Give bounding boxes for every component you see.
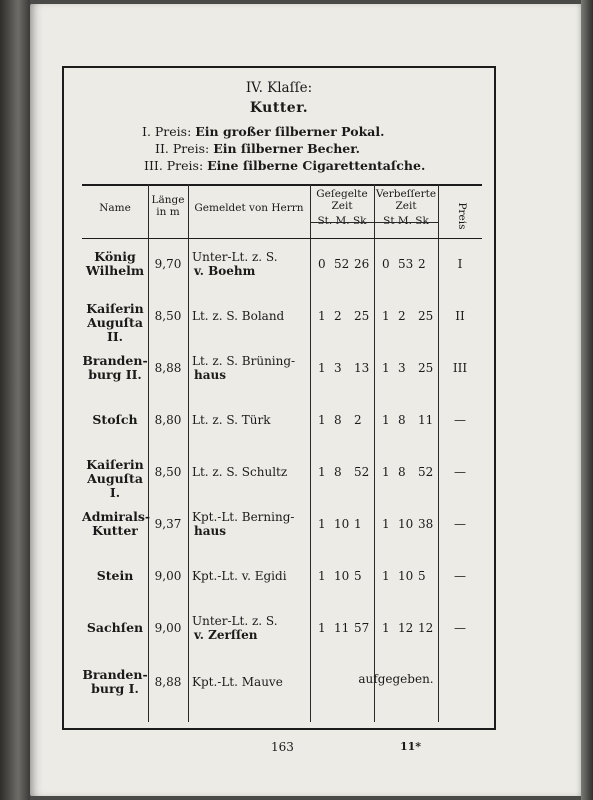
- left-page-edge: [0, 0, 30, 800]
- row-sailed-time: 25: [354, 309, 370, 323]
- row-name: Wilhelm: [85, 263, 145, 278]
- table-top-rule: [82, 184, 482, 186]
- header-length: [148, 194, 188, 218]
- header-corrected-line: Zeit: [395, 200, 417, 212]
- row-owner: Kpt.-Lt. v. Egidi: [192, 569, 287, 583]
- column-divider: [374, 184, 375, 722]
- row-prize: —: [454, 569, 466, 583]
- row-name: Auguſta I.: [87, 471, 143, 500]
- row-corrected-time: 52: [418, 465, 434, 479]
- row-length: 8,50: [154, 309, 182, 323]
- row-owner: haus: [194, 524, 226, 538]
- row-sailed-time: 1: [318, 621, 326, 635]
- row-prize: III: [452, 361, 468, 375]
- row-corrected-time: 8: [398, 465, 406, 479]
- row-corrected-time: 10: [398, 569, 414, 583]
- row-name: burg I.: [91, 681, 139, 696]
- row-corrected-time: 1: [382, 361, 390, 375]
- row-corrected-time: 1: [382, 621, 390, 635]
- row-prize: —: [454, 517, 466, 531]
- row-owner: Lt. z. S. Boland: [192, 309, 285, 323]
- row-owner: haus: [194, 368, 226, 382]
- row-corrected-time: 1: [382, 517, 390, 531]
- row-corrected-time: 2: [418, 257, 426, 271]
- row-sailed-time: 1: [318, 569, 326, 583]
- row-owner: v. Boehm: [194, 264, 256, 278]
- header-length-line: Länge: [151, 194, 185, 206]
- row-corrected-time: 8: [398, 413, 406, 427]
- prize-label: III. Preis:: [144, 158, 204, 173]
- row-sailed-time: 1: [318, 413, 326, 427]
- row-prize: I: [457, 257, 463, 271]
- row-length: 9,00: [154, 569, 182, 583]
- row-name: Sachſen: [86, 620, 144, 635]
- row-corrected-time: 38: [418, 517, 434, 531]
- row-owner: Kpt.-Lt. Mauve: [192, 675, 283, 689]
- row-length: 9,37: [154, 517, 182, 531]
- row-length: 8,50: [154, 465, 182, 479]
- prize-label: II. Preis:: [155, 141, 210, 156]
- row-owner: v. Zerſſen: [194, 628, 258, 642]
- row-sailed-time: 0: [318, 257, 326, 271]
- header-sailed-line: Geſegelte: [316, 188, 368, 200]
- row-sailed-time: 8: [334, 413, 342, 427]
- row-sailed-time: 10: [334, 569, 350, 583]
- row-corrected-time: 1: [382, 569, 390, 583]
- row-prize: —: [454, 413, 466, 427]
- prize-label: I. Preis:: [142, 124, 192, 139]
- prize-line-1: [142, 124, 384, 139]
- time-subheader-rule: [310, 222, 438, 223]
- row-owner: Lt. z. S. Brüning-: [192, 354, 296, 368]
- row-corrected-time: 11: [418, 413, 434, 427]
- row-corrected-time: 12: [418, 621, 434, 635]
- row-corrected-time: 5: [418, 569, 426, 583]
- row-corrected-time: 25: [418, 361, 434, 375]
- row-sailed-time: 5: [354, 569, 362, 583]
- row-sailed-time: 1: [318, 309, 326, 323]
- row-name: Branden-: [82, 353, 148, 368]
- row-name: Kaiſerin: [86, 301, 144, 316]
- row-name: Kutter: [92, 523, 138, 538]
- row-corrected-time: 1: [382, 413, 390, 427]
- row-sailed-time: 52: [354, 465, 370, 479]
- header-prize: Preis: [456, 202, 468, 230]
- results-table: [82, 184, 482, 722]
- row-name: König: [94, 249, 136, 264]
- row-sailed-time: 1: [318, 465, 326, 479]
- row-length: 8,80: [154, 413, 182, 427]
- row-sailed-time: 52: [334, 257, 350, 271]
- row-corrected-time: 3: [398, 361, 406, 375]
- table-header-rule: [82, 238, 482, 239]
- row-length: 9,70: [154, 257, 182, 271]
- row-sailed-time: 2: [354, 413, 362, 427]
- header-corrected-units: St M. Sk: [383, 215, 429, 227]
- column-divider: [310, 184, 311, 722]
- row-corrected-time: 53: [398, 257, 414, 271]
- row-name: Stoſch: [92, 412, 138, 427]
- row-sailed-time: 1: [318, 361, 326, 375]
- row-owner: Unter-Lt. z. S.: [192, 250, 278, 264]
- row-corrected-time: 2: [398, 309, 406, 323]
- row-prize: —: [454, 465, 466, 479]
- header-name: Name: [99, 202, 131, 214]
- column-divider: [188, 184, 189, 722]
- header-length-line: in m: [156, 206, 180, 218]
- row-corrected-time: 1: [382, 465, 390, 479]
- signature-mark: 11*: [400, 740, 422, 753]
- row-sailed-time: 13: [354, 361, 370, 375]
- row-sailed-time: 3: [334, 361, 342, 375]
- row-sailed-time: 57: [354, 621, 370, 635]
- row-owner: Lt. z. S. Schultz: [192, 465, 288, 479]
- row-status: aufgegeben.: [358, 672, 434, 686]
- header-sailed-line: Zeit: [331, 200, 353, 212]
- row-sailed-time: 10: [334, 517, 350, 531]
- row-owner: Kpt.-Lt. Berning-: [192, 510, 295, 524]
- right-page-edge: [581, 0, 593, 800]
- row-length: 8,88: [154, 361, 182, 375]
- prize-line-2: [155, 141, 360, 156]
- prize-value: Eine ſilberne Cigarettentaſche.: [207, 158, 426, 173]
- header-owner: Gemeldet von Herrn: [194, 202, 304, 214]
- row-name: Branden-: [82, 667, 148, 682]
- row-name: burg II.: [88, 367, 142, 382]
- row-name: Kaiſerin: [86, 457, 144, 472]
- row-owner: Lt. z. S. Türk: [192, 413, 271, 427]
- class-title: IV. Klaſſe:: [245, 80, 313, 96]
- boat-type-title: Kutter.: [249, 100, 309, 116]
- row-corrected-time: 10: [398, 517, 414, 531]
- prize-value: Ein großer ſilberner Pokal.: [195, 124, 385, 139]
- row-sailed-time: 11: [334, 621, 350, 635]
- prize-value: Ein ſilberner Becher.: [213, 141, 361, 156]
- row-length: 9,00: [154, 621, 182, 635]
- row-sailed-time: 2: [334, 309, 342, 323]
- row-corrected-time: 1: [382, 309, 390, 323]
- row-prize: —: [454, 621, 466, 635]
- header-sailed-units: St. M. Sk: [317, 215, 367, 227]
- row-name: Stein: [96, 568, 134, 583]
- row-prize: II: [455, 309, 465, 323]
- page-frame: [62, 66, 496, 730]
- row-sailed-time: 1: [318, 517, 326, 531]
- row-corrected-time: 25: [418, 309, 434, 323]
- page-number: 163: [271, 740, 294, 754]
- header-corrected-line: Verbeſſerte: [375, 188, 437, 200]
- row-name: Admirals-: [82, 509, 151, 524]
- row-corrected-time: 12: [398, 621, 414, 635]
- row-length: 8,88: [154, 675, 182, 689]
- row-name: Auguſta II.: [87, 315, 143, 344]
- row-sailed-time: 26: [354, 257, 370, 271]
- row-corrected-time: 0: [382, 257, 390, 271]
- row-sailed-time: 8: [334, 465, 342, 479]
- row-sailed-time: 1: [354, 517, 362, 531]
- row-owner: Unter-Lt. z. S.: [192, 614, 278, 628]
- prize-line-3: [144, 158, 425, 173]
